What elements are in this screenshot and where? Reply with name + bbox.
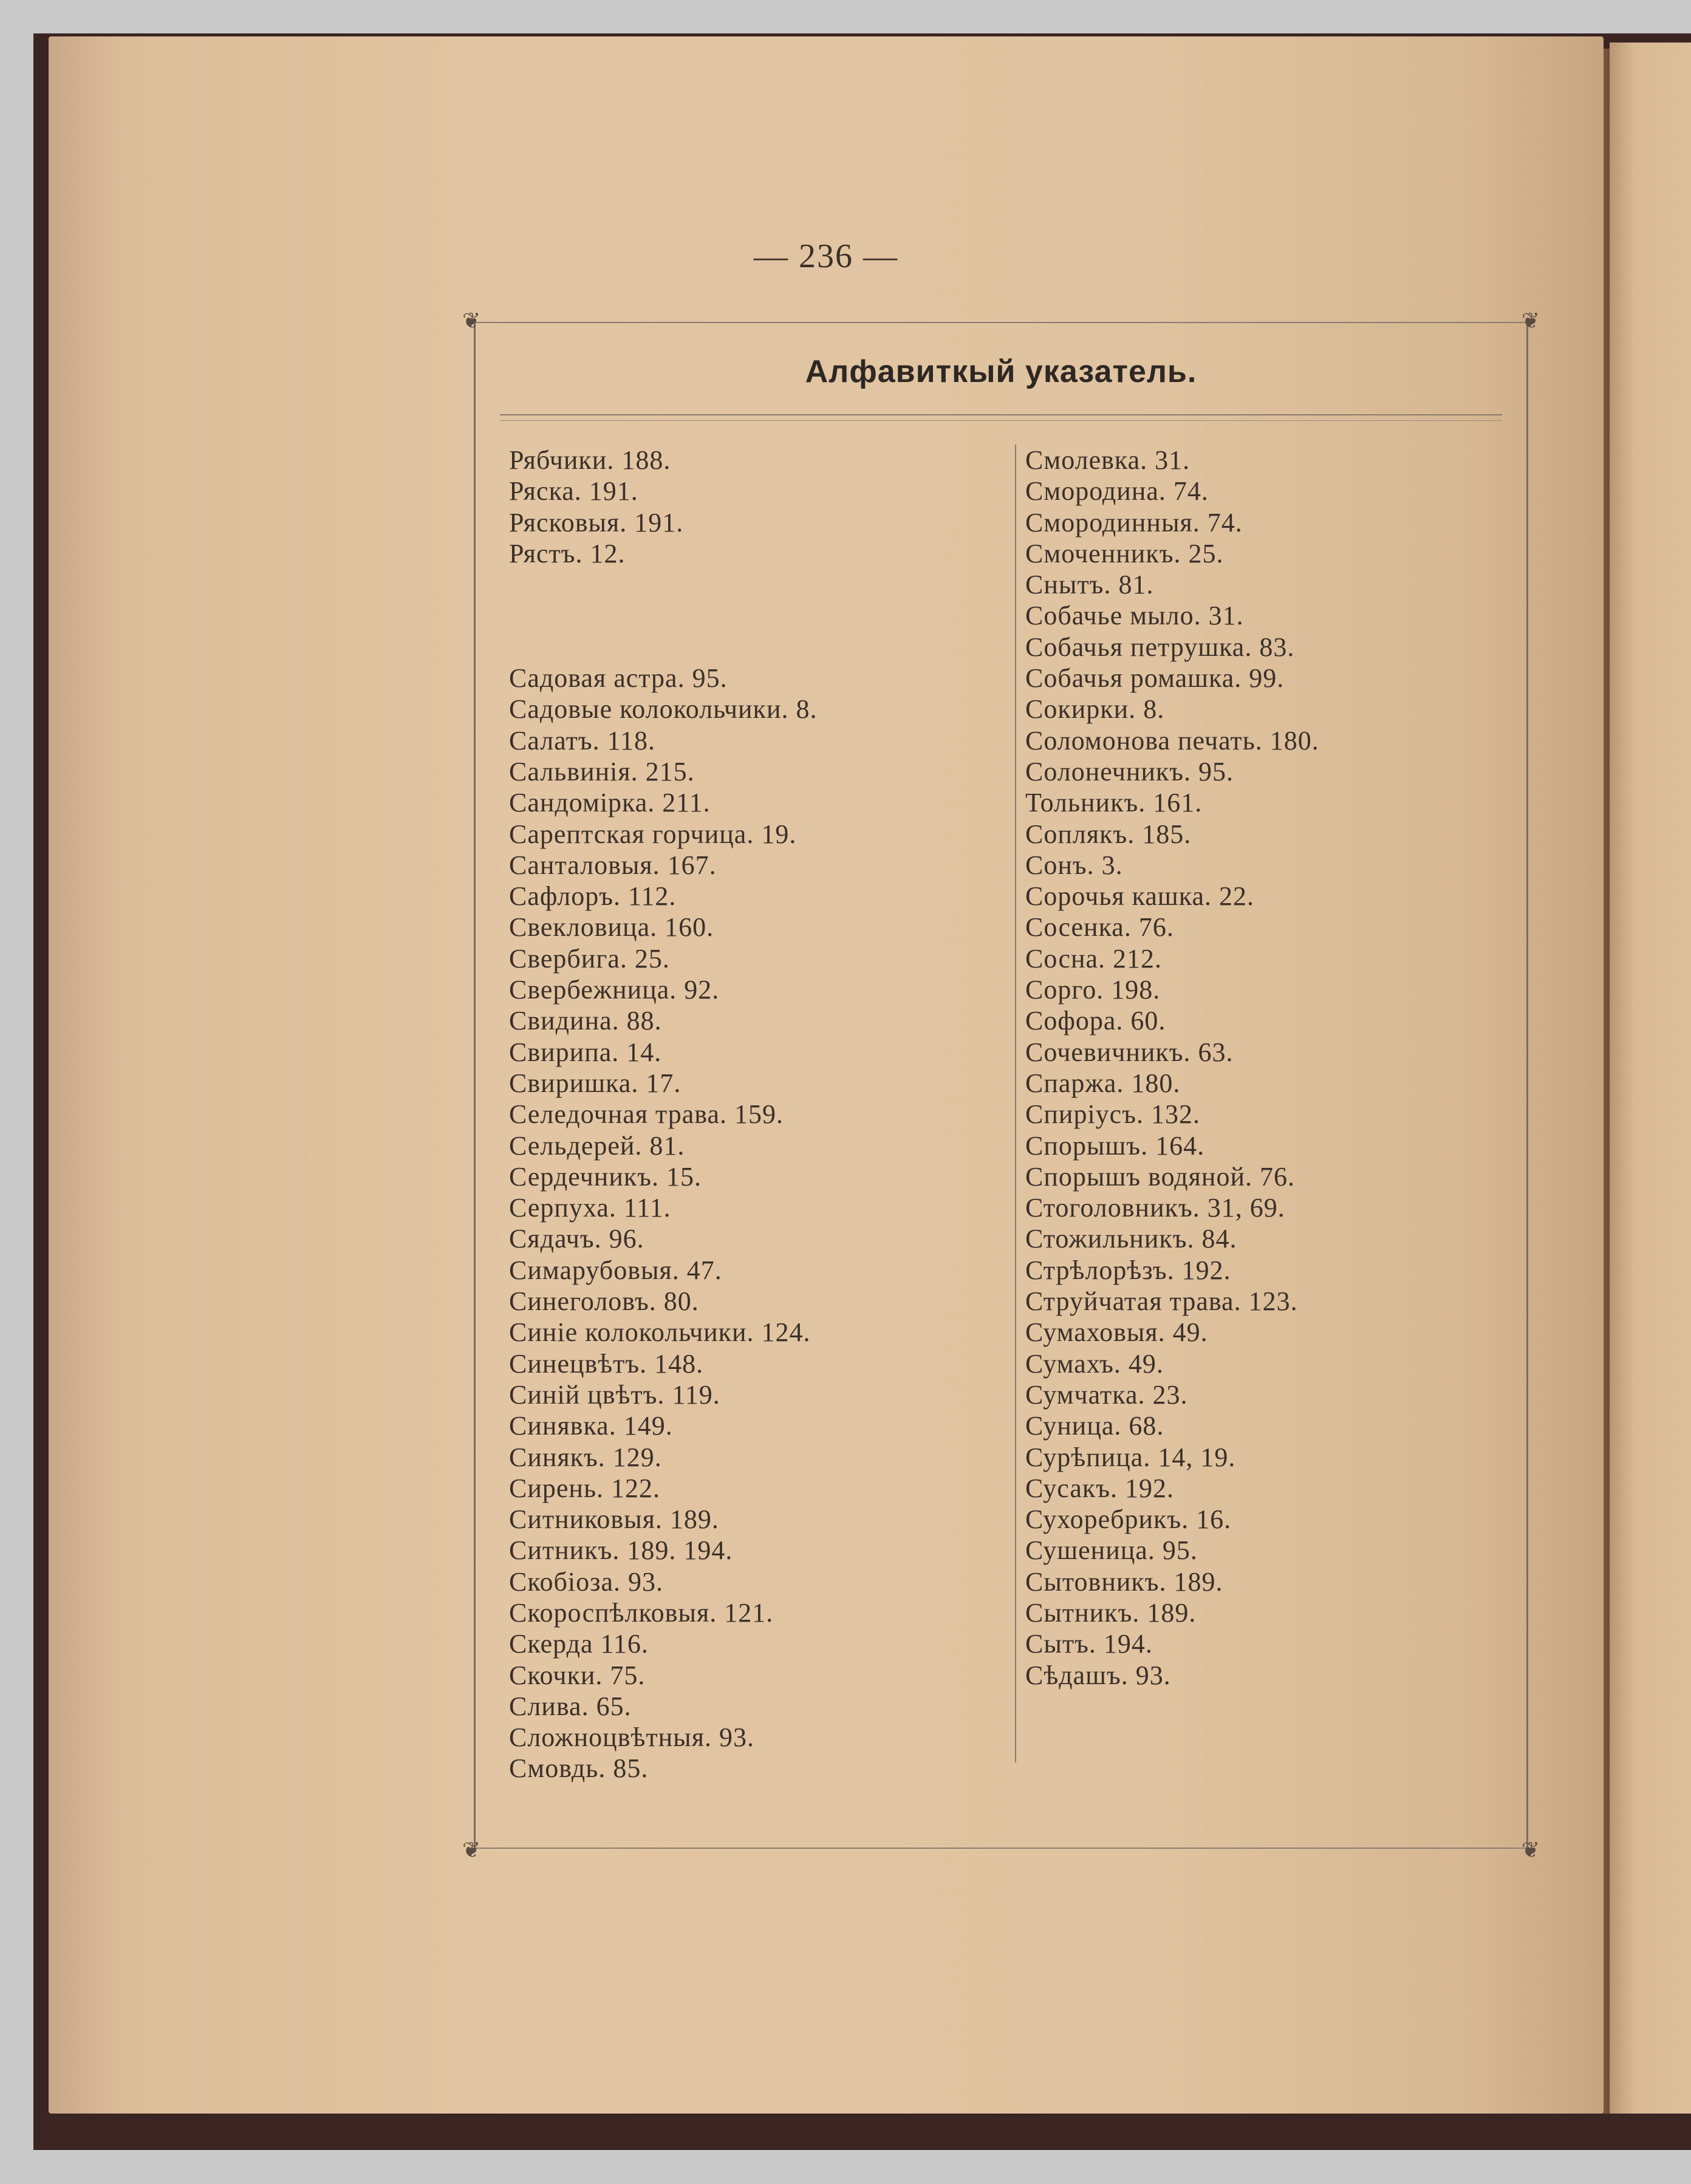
index-entry: Смолевка. 31. <box>1025 445 1191 475</box>
index-entry: Синіе колокольчики. 124. <box>509 1317 811 1348</box>
index-entry: Сытъ. 194. <box>1025 1629 1153 1659</box>
ornament-corner-icon: ❦ <box>1521 309 1540 333</box>
index-entry: Сытникъ. 189. <box>1025 1597 1197 1628</box>
index-entry: Сядачъ. 96. <box>509 1224 644 1254</box>
index-entry: Скерда 116. <box>509 1629 649 1659</box>
index-entry: Стожильникъ. 84. <box>1025 1224 1237 1254</box>
index-entry: Собачье мыло. 31. <box>1025 601 1244 631</box>
index-entry: Смовдь. 85. <box>509 1753 649 1784</box>
index-entry: Синеголовъ. 80. <box>509 1286 699 1317</box>
book-page <box>49 36 1604 2114</box>
index-entry: Сосна. 212. <box>1025 943 1163 974</box>
index-entry: Суница. 68. <box>1025 1411 1164 1441</box>
index-entry: Смоченникъ. 25. <box>1025 538 1224 568</box>
index-entry: Симарубовыя. 47. <box>509 1255 722 1285</box>
index-entry: Свирипа. 14. <box>509 1037 662 1067</box>
column-divider <box>1015 445 1016 1763</box>
title-rule <box>500 414 1502 415</box>
index-entry: Стоголовникъ. 31, 69. <box>1025 1193 1285 1223</box>
index-entry: Синій цвѣтъ. 119. <box>509 1379 720 1410</box>
index-entry: Свербежница. 92. <box>509 975 720 1005</box>
index-column-right <box>1025 445 1511 1691</box>
index-entry: Сложноцвѣтныя. 93. <box>509 1722 754 1753</box>
index-entry: Смородинныя. 74. <box>1025 507 1243 537</box>
index-entry: Спиріусъ. 132. <box>1025 1099 1200 1130</box>
index-entry: Сокирки. 8. <box>1025 694 1165 725</box>
index-entry: Струйчатая трава. 123. <box>1025 1286 1298 1317</box>
index-frame <box>462 309 1540 1862</box>
index-entry: Спаржа. 180. <box>1025 1068 1181 1098</box>
index-entry: Рястъ. 12. <box>509 538 626 568</box>
index-entry: Смородина. 74. <box>1025 476 1209 507</box>
index-entry: Сосенка. 76. <box>1025 912 1174 943</box>
index-entry: Свербига. 25. <box>509 943 670 974</box>
index-entry: Софора. 60. <box>1025 1006 1166 1036</box>
index-entry: Ряска. 191. <box>509 476 638 507</box>
index-entry: Серпуха. 111. <box>509 1193 671 1223</box>
index-entry: Сарептская горчица. 19. <box>509 819 797 849</box>
index-entry: Сытовникъ. 189. <box>1025 1566 1223 1597</box>
index-entry: Синецвѣтъ. 148. <box>509 1348 704 1379</box>
page-number: — 236 — <box>754 237 898 275</box>
index-entry: Свиришка. 17. <box>509 1068 682 1098</box>
index-entry: Салатъ. 118. <box>509 725 655 756</box>
facing-page-edge <box>1610 43 1691 2114</box>
index-entry: Свидина. 88. <box>509 1006 662 1036</box>
index-entry: Сусакъ. 192. <box>1025 1473 1174 1503</box>
index-entry: Сорочья кашка. 22. <box>1025 881 1255 912</box>
index-entry: Солонечникъ. 95. <box>1025 756 1234 787</box>
index-entry: Соломонова печать. 180. <box>1025 725 1319 756</box>
index-entry: Скобіоза. 93. <box>509 1566 664 1597</box>
index-entry: Скочки. 75. <box>509 1660 646 1690</box>
index-title: Алфавиткый указатель. <box>805 354 1197 389</box>
title-rule-thin <box>500 420 1502 421</box>
index-entry: Сумчатка. 23. <box>1025 1379 1188 1410</box>
ornament-corner-icon: ❦ <box>462 1838 481 1862</box>
index-column-left <box>509 445 1007 1784</box>
index-entry: Сочевичникъ. 63. <box>1025 1037 1234 1067</box>
ornament-corner-icon: ❦ <box>462 309 481 333</box>
index-entry: Собачья петрушка. 83. <box>1025 632 1295 662</box>
index-entry: Стрѣлорѣзъ. 192. <box>1025 1255 1231 1285</box>
index-entry: Сердечникъ. 15. <box>509 1161 702 1192</box>
index-entry: Садовая астра. 95. <box>509 663 728 694</box>
index-entry <box>509 569 1007 663</box>
index-entry: Синявка. 149. <box>509 1411 673 1441</box>
index-entry: Сумахъ. 49. <box>1025 1348 1164 1379</box>
index-entry: Свекловица. 160. <box>509 912 714 943</box>
index-entry: Сальвинія. 215. <box>509 756 695 787</box>
index-entry: Сирень. 122. <box>509 1473 661 1503</box>
index-entry: Сухоребрикъ. 16. <box>1025 1504 1232 1535</box>
ornament-corner-icon: ❦ <box>1521 1838 1540 1862</box>
index-entry: Слива. 65. <box>509 1691 632 1721</box>
index-entry: Сорго. 198. <box>1025 975 1161 1005</box>
index-entry: Соплякъ. 185. <box>1025 819 1192 849</box>
index-entry: Садовые колокольчики. 8. <box>509 694 818 725</box>
index-entry: Сонъ. 3. <box>1025 850 1123 880</box>
index-entry: Ситникъ. 189. 194. <box>509 1535 733 1566</box>
index-entry: Рябчики. 188. <box>509 445 671 475</box>
index-entry: Скороспѣлковыя. 121. <box>509 1597 774 1628</box>
index-entry: Сурѣпица. 14, 19. <box>1025 1442 1236 1472</box>
index-entry: Ситниковыя. 189. <box>509 1504 719 1535</box>
index-entry: Сельдерей. 81. <box>509 1130 685 1161</box>
index-entry: Тольникъ. 161. <box>1025 788 1203 818</box>
index-entry: Снытъ. 81. <box>1025 570 1154 600</box>
index-entry: Сѣдашъ. 93. <box>1025 1660 1171 1690</box>
index-entry: Собачья ромашка. 99. <box>1025 663 1285 694</box>
index-entry: Сандомірка. 211. <box>509 788 711 818</box>
index-entry: Селедочная трава. 159. <box>509 1099 784 1130</box>
index-entry: Санталовыя. 167. <box>509 850 717 880</box>
index-entry: Спорышъ водяной. 76. <box>1025 1161 1296 1192</box>
index-entry: Сумаховыя. 49. <box>1025 1317 1208 1348</box>
index-entry: Рясковыя. 191. <box>509 507 684 537</box>
index-entry: Сушеница. 95. <box>1025 1535 1198 1566</box>
index-entry: Спорышъ. 164. <box>1025 1130 1205 1161</box>
index-entry: Сафлоръ. 112. <box>509 881 677 912</box>
index-entry: Синякъ. 129. <box>509 1442 662 1472</box>
